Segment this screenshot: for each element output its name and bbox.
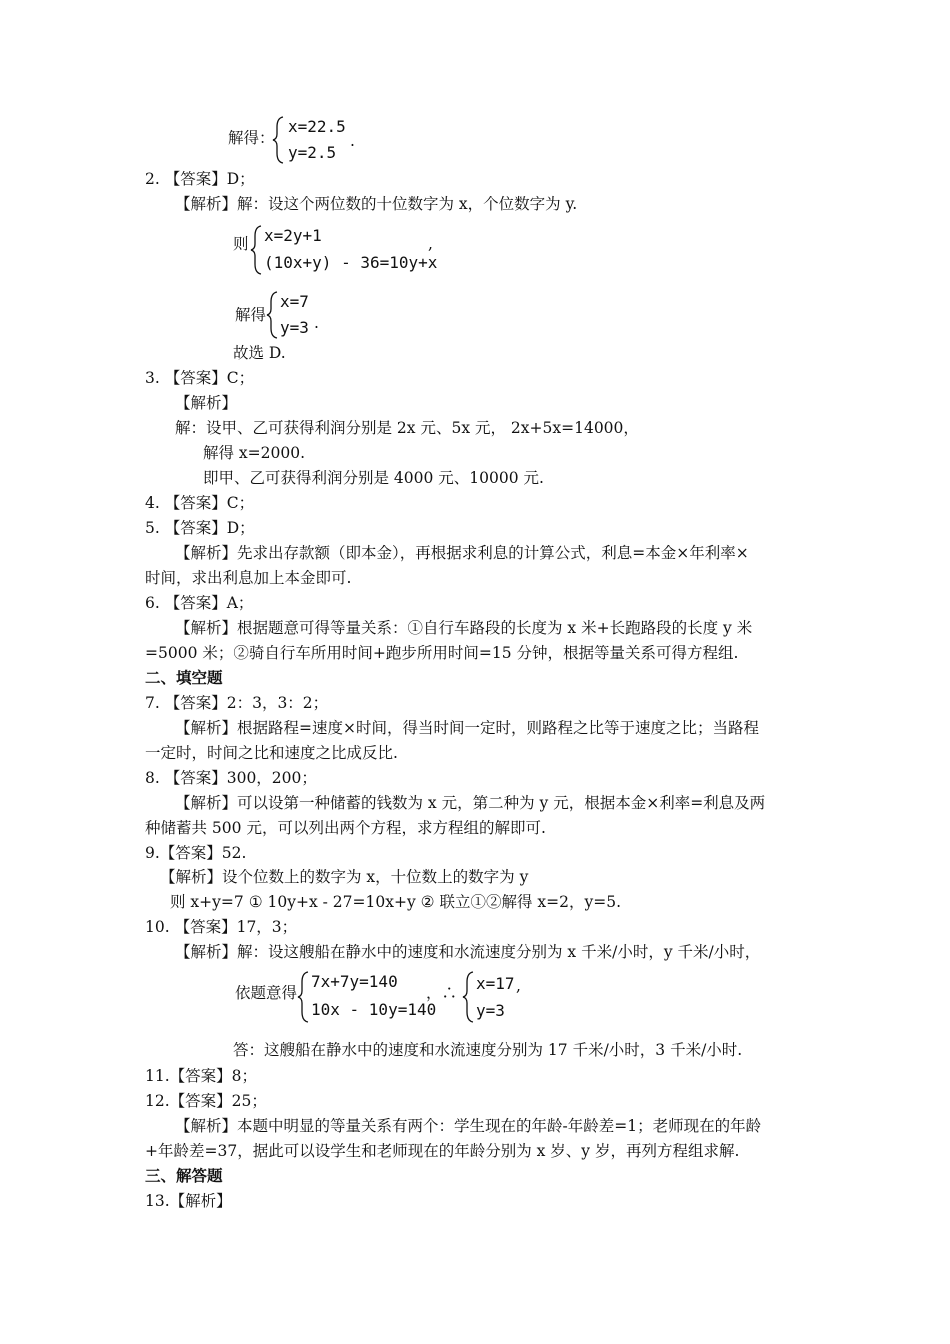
q9-analysis-line-2: 则 x+y=7 ① 10y+x - 27=10x+y ② 联立①②解得 x=2，y=5. bbox=[170, 893, 622, 911]
top-eq-end: . bbox=[350, 132, 355, 150]
q7-analysis-line-1: 【解析】根据路程=速度×时间，得当时间一定时，则路程之比等于速度之比；当路程 bbox=[175, 719, 759, 737]
q2-sol-eq-2: y=3 bbox=[280, 318, 309, 337]
q11-answer: 11.【答案】8； bbox=[145, 1067, 258, 1085]
q9-analysis-line-1: 【解析】设个位数上的数字为 x，十位数上的数字为 y bbox=[160, 868, 529, 886]
left-brace-icon bbox=[250, 224, 264, 276]
q5-analysis-line-2: 时间，求出利息加上本金即可. bbox=[145, 569, 352, 587]
q3-line-1: 解：设甲、乙可获得利润分别是 2x 元、5x 元， 2x+5x=14000， bbox=[175, 419, 639, 437]
top-eq-2: y=2.5 bbox=[288, 143, 337, 162]
q2-choose: 故选 D. bbox=[233, 344, 286, 362]
q10-sys-eq-1: 7x+7y=140 bbox=[311, 972, 398, 991]
q6-analysis-line-2: =5000 米；②骑自行车所用时间+跑步所用时间=15 分钟，根据等量关系可得方程组. bbox=[145, 644, 739, 662]
q10-answer: 10. 【答案】17，3； bbox=[145, 918, 298, 936]
q2-solve-label: 解得 bbox=[235, 306, 267, 324]
q7-analysis-line-2: 一定时，时间之比和速度之比成反比. bbox=[145, 744, 398, 762]
q2-sys-eq-1: x=2y+1 bbox=[264, 226, 322, 245]
q9-answer: 9.【答案】52. bbox=[145, 844, 247, 862]
q2-answer: 2. 【答案】D； bbox=[145, 170, 255, 188]
q2-sol-eq-1: x=7 bbox=[280, 292, 309, 311]
q5-answer: 5. 【答案】D； bbox=[145, 519, 255, 537]
left-brace-icon bbox=[266, 290, 280, 340]
q7-answer: 7. 【答案】2：3，3：2； bbox=[145, 694, 329, 712]
q13-answer: 13.【解析】 bbox=[145, 1192, 232, 1210]
q10-analysis: 【解析】解：设这艘船在静水中的速度和水流速度分别为 x 千米/小时，y 千米/小时， bbox=[175, 943, 761, 961]
q2-sys-end: , bbox=[428, 235, 433, 253]
q3-analysis-label: 【解析】 bbox=[175, 394, 238, 412]
q8-analysis-line-1: 【解析】可以设第一种储蓄的钱数为 x 元，第二种为 y 元，根据本金×利率=利息及两 bbox=[175, 794, 766, 812]
q8-answer: 8. 【答案】300，200； bbox=[145, 769, 317, 787]
left-brace-icon bbox=[462, 970, 476, 1024]
q3-line-2: 解得 x=2000. bbox=[203, 444, 306, 462]
q3-line-3: 即甲、乙可获得利润分别是 4000 元、10000 元. bbox=[203, 469, 544, 487]
q10-by-label: 依题意得 bbox=[235, 984, 298, 1002]
q10-conclusion: 答：这艘船在静水中的速度和水流速度分别为 17 千米/小时，3 千米/小时. bbox=[233, 1041, 743, 1059]
section-title-fill-in: 二、填空题 bbox=[145, 668, 223, 687]
left-brace-icon bbox=[272, 115, 286, 165]
q8-analysis-line-2: 种储蓄共 500 元，可以列出两个方程，求方程组的解即可. bbox=[145, 819, 546, 837]
q10-sol-eq-2: y=3 bbox=[476, 1001, 505, 1020]
q10-sol-eq-1: x=17 bbox=[476, 974, 515, 993]
q10-therefore: ，∴ bbox=[426, 984, 458, 1002]
q2-analysis: 【解析】解：设这个两位数的十位数字为 x，个位数字为 y. bbox=[175, 195, 578, 213]
q10-sol-end: , bbox=[516, 977, 521, 995]
top-eq-1: x=22.5 bbox=[288, 117, 346, 136]
section-title-solve: 三、解答题 bbox=[145, 1166, 223, 1185]
q2-then-label: 则 bbox=[233, 235, 249, 253]
q12-answer: 12.【答案】25； bbox=[145, 1092, 267, 1110]
q5-analysis-line-1: 【解析】先求出存款额（即本金），再根据求利息的计算公式，利息=本金×年利率× bbox=[175, 544, 749, 562]
q6-analysis-line-1: 【解析】根据题意可得等量关系：①自行车路段的长度为 x 米+长跑路段的长度 y 米 bbox=[175, 619, 753, 637]
q4-answer: 4. 【答案】C； bbox=[145, 494, 255, 512]
solve-label: 解得： bbox=[228, 129, 275, 147]
q2-sys-eq-2: (10x+y) - 36=10y+x bbox=[264, 253, 438, 272]
q12-analysis-line-2: +年龄差=37，据此可以设学生和老师现在的年龄分别为 x 岁、y 岁，再列方程组求解. bbox=[145, 1142, 740, 1160]
q6-answer: 6. 【答案】A； bbox=[145, 594, 254, 612]
q12-analysis-line-1: 【解析】本题中明显的等量关系有两个：学生现在的年龄-年龄差=1；老师现在的年龄 bbox=[175, 1117, 762, 1135]
q10-sys-eq-2: 10x - 10y=140 bbox=[311, 1000, 437, 1019]
q2-sol-end: . bbox=[314, 314, 319, 332]
left-brace-icon bbox=[297, 970, 311, 1024]
q3-answer: 3. 【答案】C； bbox=[145, 369, 255, 387]
